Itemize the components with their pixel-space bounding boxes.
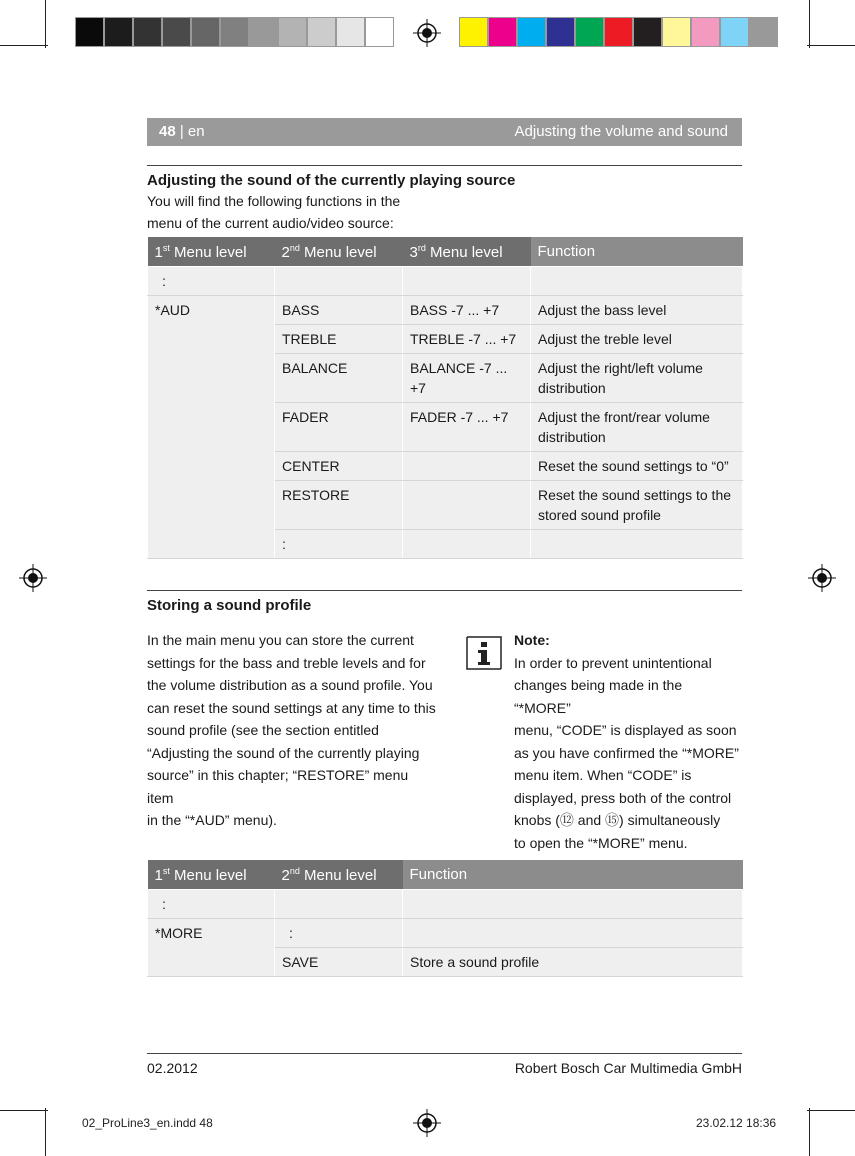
grayscale-color-bar [75,17,394,47]
color-swatch [488,17,517,47]
table-cell: RESTORE [275,481,403,530]
table-cell: Reset the sound settings to “0” [531,452,743,481]
table-cell: BALANCE [275,354,403,403]
table-cell: : [148,890,275,919]
table-row [148,919,743,948]
table-cell [403,267,531,296]
table-cell [403,452,531,481]
table-cell: BALANCE -7 ... +7 [403,354,531,403]
table-cell: : [148,267,275,296]
crop-mark [809,0,810,48]
section-heading: Storing a sound profile [147,597,312,614]
column-header: Function [531,237,743,267]
note-line: changes being made in the “*MORE” [514,677,683,716]
divider [147,590,742,591]
table-cell: CENTER [275,452,403,481]
crop-mark [0,45,48,46]
gray-swatch [162,17,191,47]
intro-text [147,190,400,234]
gray-swatch [307,17,336,47]
note-line: to open the “*MORE” menu. [514,834,688,851]
table-header-row [148,860,743,890]
table-row [148,267,743,296]
gray-swatch [365,17,394,47]
gray-swatch [191,17,220,47]
table-cell [275,267,403,296]
table-cell: BASS -7 ... +7 [403,296,531,325]
table-cell: Adjust the treble level [531,325,743,354]
crop-mark [807,45,855,46]
section-title: Adjusting the volume and sound [514,123,728,140]
color-swatch [749,17,778,47]
color-swatch [662,17,691,47]
table-cell: Store a sound profile [403,948,743,977]
body-paragraph [147,629,437,832]
divider [147,165,742,166]
table-cell [275,890,403,919]
column-header: 3rd Menu level [403,237,531,267]
crop-mark [45,0,46,48]
color-swatch [575,17,604,47]
table-cell: *MORE [148,919,275,977]
footer-date: 02.2012 [147,1060,198,1076]
sound-menu-table [147,237,743,559]
table-row [148,890,743,919]
note-block [514,629,739,854]
table-cell: TREBLE -7 ... +7 [403,325,531,354]
slug-timestamp: 23.02.12 18:36 [696,1116,777,1130]
text-line: can reset the sound settings at any time to this [147,699,436,716]
table-cell: FADER -7 ... +7 [403,403,531,452]
registration-mark-icon [413,1109,441,1137]
footer-company: Robert Bosch Car Multimedia GmbH [514,1060,742,1076]
table-cell: Adjust the right/left volume distribution [531,354,743,403]
color-swatch [459,17,488,47]
table-cell: : [275,530,403,559]
text-line: the volume distribution as a sound profile. You [147,677,433,693]
section-heading: Adjusting the sound of the currently playing source [147,172,516,189]
registration-mark-icon [19,564,47,592]
column-header: 2nd Menu level [275,237,403,267]
table-cell: SAVE [275,948,403,977]
column-header: Function [403,860,743,890]
color-swatch [517,17,546,47]
table-cell: Adjust the bass level [531,296,743,325]
table-cell: : [275,919,403,948]
table-cell [403,919,743,948]
page-number-label [159,118,205,146]
note-line: In order to prevent unintentional [514,654,712,671]
text-line: In the main menu you can store the current [147,632,414,648]
gray-swatch [249,17,278,47]
table-cell: FADER [275,403,403,452]
gray-swatch [75,17,104,47]
text-line: “Adjusting the sound of the currently playing [147,744,420,761]
note-line: menu, “CODE” is displayed as soon [514,722,737,738]
more-menu-table [147,860,743,977]
table-cell: Reset the sound settings to the stored sound profile [531,481,743,530]
text-line: in the “*AUD” menu). [147,812,277,828]
language-label: | en [179,123,205,140]
table-cell [531,267,743,296]
note-line: as you have confirmed the “*MORE” [514,744,739,761]
crop-mark [0,1110,48,1111]
crop-mark [45,1108,46,1156]
table-cell [403,481,531,530]
note-line: knobs (⑫ and ⑮) simultaneously [514,812,721,828]
color-swatch [720,17,749,47]
crop-mark [807,1110,855,1111]
table-cell [403,530,531,559]
table-cell: *AUD [148,296,275,559]
color-swatch [604,17,633,47]
color-swatch [691,17,720,47]
table-cell: TREBLE [275,325,403,354]
text-line: sound profile (see the section entitled [147,722,379,738]
table-header-row [148,237,743,267]
info-icon [466,636,502,670]
gray-swatch [336,17,365,47]
slug-filename: 02_ProLine3_en.indd 48 [82,1116,213,1130]
gray-swatch [104,17,133,47]
column-header: 1st Menu level [148,237,275,267]
gray-swatch [220,17,249,47]
registration-mark-icon [808,564,836,592]
text-line: source” in this chapter; “RESTORE” menu item [147,767,409,806]
table-cell: Adjust the front/rear volume distribution [531,403,743,452]
footer-divider [147,1053,742,1054]
intro-line: You will find the following functions in the [147,193,401,209]
text-line: settings for the bass and treble levels and for [147,654,426,671]
process-color-bar [459,17,778,47]
crop-mark [809,1108,810,1156]
color-swatch [633,17,662,47]
table-cell [403,890,743,919]
note-title: Note: [514,632,550,648]
table-cell: BASS [275,296,403,325]
page-number: 48 [159,123,176,140]
color-swatch [546,17,575,47]
gray-swatch [133,17,162,47]
table-row [148,296,743,325]
note-line: displayed, press both of the control [514,789,732,806]
column-header: 1st Menu level [148,860,275,890]
registration-mark-icon [413,19,441,47]
column-header: 2nd Menu level [275,860,403,890]
gray-swatch [278,17,307,47]
intro-line: menu of the current audio/video source: [147,215,394,231]
page-header [147,118,742,146]
note-line: menu item. When “CODE” is [514,767,692,783]
table-cell [531,530,743,559]
